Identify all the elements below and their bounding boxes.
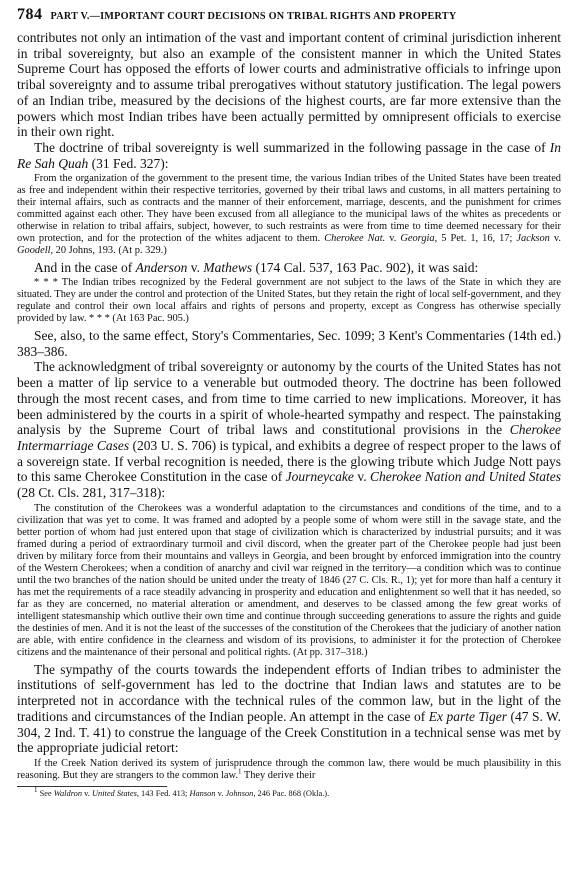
- page-header: [17, 6, 561, 24]
- paragraph-6: The sympathy of the courts towards the independent efforts of Indian tribes to administer the institutions of self-government has led to the doctrine that Indian laws and statutes are to be interpreted not in accordance with the technical rules of the common law, but in the light of the traditions and circumstances of the Indian people. An attempt in the case of Ex parte Tiger (47 S. W. 304, 2 Ind. T. 41) to construe the language of the Creek Constitution in a technical sense was met by the appropriate judicial retort:: [17, 661, 562, 756]
- paragraph-3: And in the case of Anderson v. Mathews (174 Cal. 537, 163 Pac. 902), it was said:: [34, 260, 479, 276]
- paragraph-4: See, also, to the same effect, Story's Commentaries, Sec. 1099; 3 Kent's Commentaries (14th ed.) 383–386.: [17, 328, 561, 359]
- footnote: $^1$ See Waldron v. United States, 143 Fed. 413; Hanson v. Johnson, 246 Pac. 868 (Okla.).: [34, 786, 330, 798]
- footnote-marker: 1: [237, 767, 242, 776]
- block-quote-1: From the organization of the government to the present time, the various Indian tribes of the United States have been treated as free and independent within their respective territories, governed by their tribal laws and customs, in all matters pertaining to their internal affairs, such as contracts and the manner of their enforcement, marriage, descents, and the punishment for crimes committed against each other. They have been excused from all allegiance to the municipal laws of the whites as precedents or otherwise in relation to tribal affairs, subject, however, to such restraints as were from time to time deemed necessary for their own protection, and for the protection of the whites adjacent to them. Cherokee Nat. v. Georgia, 5 Pet. 1, 16, 17; Jackson v. Goodell, 20 Johns, 193. (At p. 329.): [17, 173, 561, 257]
- paragraph-5: The acknowledgment of tribal sovereignty or autonomy by the courts of the United States has not been a matter of lip service to a venerable but outmoded theory. The doctrine has been followed through the most recent cases, and from time to time carried to new implications. Moreover, it has been administered by the courts in a spirit of whole-hearted sympathy and respect. The painstaking analysis by the Supreme Court of tribal laws and constitutional provisions in the Cherokee Intermarriage Cases (203 U. S. 706) is typical, and exhibits a degree of respect proper to the laws of a sovereign state. If verbal recognition is needed, there is the glowing tribute which Judge Nott pays to this same Cherokee Constitution in the case of Journeycake v. Cherokee Nation and United States (28 Ct. Cls. 281, 317–318):: [17, 359, 562, 501]
- block-quote-3: The constitution of the Cherokees was a wonderful adaptation to the circumstances and conditions of the time, and to a civilization that was yet to come. It was framed and adopted by a people some of whom were still in the savage state, and the better portion of whom had just entered upon that stage of civilization which is characterized by industrial pursuits; and it was framed during a period of extraordinary turmoil and civil discord, when the greater part of the Cherokee people had just been driven by military force from their mountains and valleys in Georgia, and been brought by enforced immigration into the country of the Western Cherokees; when a condition of anarchy and civil war reigned in the territory—a condition which was to continue until the two branches of the nation should be united under the treaty of 1846 (27 C. Cls. R., 1); yet for more than half a century it has met the requirements of a race steadily advancing in prosperity and education and enlightenment so well that it has needed, so far as they are concerned, no material alteration or amendment, and deserves to be classed among the few great works of intelligent statesmanship which outlive their own time and continue through succeeding generations to assure the rights and guide the destinies of men. And it is not the least of the successes of the constitution of the Cherokees that the judiciary of another nation are able, with entire confidence in the clearness and wisdom of its provisions, to administer it for the protection of Cherokee citizens and the maintenance of their personal and political rights. (At pp. 317–318.): [17, 502, 561, 658]
- case-name: In Re Sah Quah: [17, 139, 561, 171]
- paragraph-2: The doctrine of tribal sovereignty is well summarized in the following passage in the case of In Re Sah Quah (31 Fed. 327):: [17, 139, 561, 171]
- running-head: PART V.—IMPORTANT COURT DECISIONS ON TRIBAL RIGHTS AND PROPERTY: [50, 11, 457, 22]
- block-quote-2: * * * The Indian tribes recognized by the Federal government are not subject to the laws of the State in which they are situated. They are under the control and protection of the United States, but they retain the right of local self-government, and they regulate and control their own local affairs and rights of persons and property, except as Congress has otherwise specially provided by law. * * * (At 163 Pac. 905.): [17, 277, 561, 325]
- footnote-divider: [17, 786, 167, 787]
- block-quote-4: If the Creek Nation derived its system of jurisprudence through the common law, there would be much plausibility in this reasoning. But they are strangers to the common law.$^1$ They derive their: [17, 757, 561, 781]
- page-number: 784: [17, 6, 43, 23]
- paragraph-1: contributes not only an intimation of the vast and important content of criminal jurisdiction inherent in tribal sovereignty, but also an example of the consistent manner in which the United States Supreme Court has opposed the efforts of lower courts and administrative officials to infringe upon tribal sovereignty and to assume tribal prerogatives without statutory justification. The legal powers of an Indian tribe, measured by the decisions of the highest courts, are far more extensive than the powers which most Indian tribes have been actually permitted by omnipresent officials to exercise in their own right.: [17, 30, 561, 140]
